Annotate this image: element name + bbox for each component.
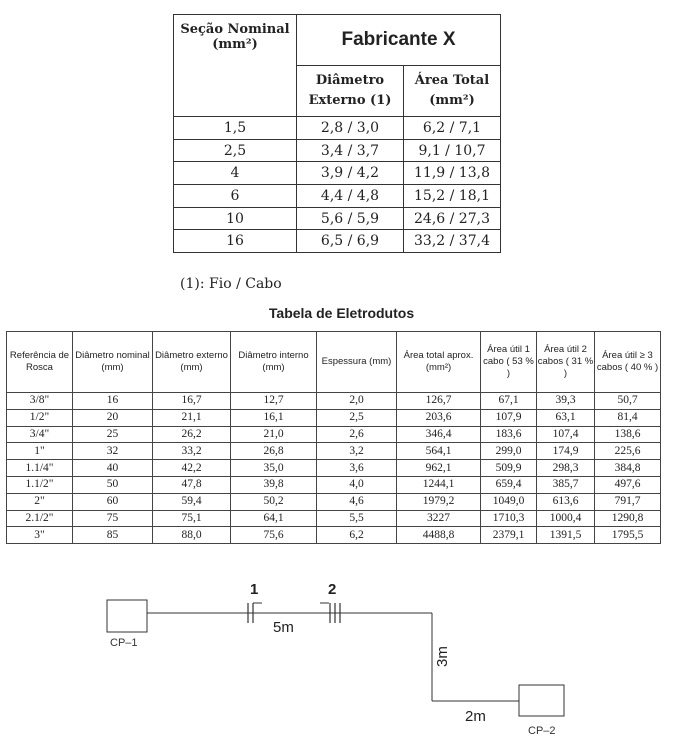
table-cell: 16 [73,393,153,410]
table-cell: 126,7 [397,393,481,410]
table-row [7,426,661,443]
table-cell: 174,9 [537,443,595,460]
table-cell: 4,0 [317,476,397,493]
table-cell: 85 [73,527,153,544]
table-cell: 33,2 [153,443,231,460]
column-header: Área útil 1 cabo ( 53 % ) [481,332,537,393]
table-cell: 50 [73,476,153,493]
header-area: Área Total (mm²) [404,66,501,117]
table-row [7,476,661,493]
cell-diameter: 5,6 / 5,9 [297,207,404,230]
marker2-label: 2 [328,581,337,598]
table-row [174,207,501,230]
table-cell: 32 [73,443,153,460]
conduit-table-title: Tabela de Eletrodutos [268,305,415,321]
header-section: Seção Nominal (mm²) [174,15,297,117]
table-cell: 1244,1 [397,476,481,493]
table-cell: 385,7 [537,476,595,493]
table-cell: 1.1/4" [7,460,73,477]
cell-section: 10 [174,207,297,230]
marker1-label: 1 [250,581,259,598]
column-header: Diâmetro interno (mm) [231,332,317,393]
table-cell: 1290,8 [595,510,661,527]
cell-section: 6 [174,185,297,208]
cell-area: 9,1 / 10,7 [404,139,501,162]
table-cell: 1710,3 [481,510,537,527]
cell-diameter: 2,8 / 3,0 [297,117,404,140]
table-cell: 50,7 [595,393,661,410]
table-cell: 613,6 [537,493,595,510]
table-cell: 1391,5 [537,527,595,544]
table-cell: 497,6 [595,476,661,493]
table-cell: 791,7 [595,493,661,510]
table-cell: 1049,0 [481,493,537,510]
table-cell: 3/8" [7,393,73,410]
segment1-length: 5m [273,619,294,636]
cell-section: 1,5 [174,117,297,140]
cp2-box [519,685,564,716]
table-cell: 75,1 [153,510,231,527]
column-header: Espessura (mm) [317,332,397,393]
table-row [7,510,661,527]
conduit-table [6,331,661,544]
table-cell: 203,6 [397,409,481,426]
table-cell: 63,1 [537,409,595,426]
cp2-label: CP–2 [528,725,556,737]
cell-diameter: 6,5 / 6,9 [297,230,404,253]
table-cell: 346,4 [397,426,481,443]
table-cell: 35,0 [231,460,317,477]
table-row [7,493,661,510]
cell-diameter: 4,4 / 4,8 [297,185,404,208]
cp1-box [107,600,147,632]
table-cell: 39,8 [231,476,317,493]
column-header: Área útil 2 cabos ( 31 % ) [537,332,595,393]
table-cell: 67,1 [481,393,537,410]
table-cell: 2379,1 [481,527,537,544]
table-cell: 2,6 [317,426,397,443]
table-row [7,443,661,460]
table-row [7,393,661,410]
table-row [174,117,501,140]
table-cell: 26,8 [231,443,317,460]
table-cell: 60 [73,493,153,510]
column-header: Diâmetro externo (mm) [153,332,231,393]
cell-area: 33,2 / 37,4 [404,230,501,253]
segment3-length: 2m [465,708,486,725]
table-cell: 12,7 [231,393,317,410]
table-cell: 26,2 [153,426,231,443]
table-cell: 3,6 [317,460,397,477]
table-cell: 2,0 [317,393,397,410]
circuit-diagram [0,570,683,742]
table-cell: 4,6 [317,493,397,510]
table-cell: 20 [73,409,153,426]
table-cell: 299,0 [481,443,537,460]
table-cell: 59,4 [153,493,231,510]
table-cell: 1979,2 [397,493,481,510]
table-cell: 107,9 [481,409,537,426]
table-cell: 1795,5 [595,527,661,544]
table-cell: 509,9 [481,460,537,477]
table-row [174,185,501,208]
table-cell: 2" [7,493,73,510]
table-cell: 384,8 [595,460,661,477]
cell-diameter: 3,9 / 4,2 [297,162,404,185]
cell-area: 11,9 / 13,8 [404,162,501,185]
table-cell: 3" [7,527,73,544]
table-row [7,527,661,544]
table-cell: 25 [73,426,153,443]
table-cell: 4488,8 [397,527,481,544]
table-row [174,162,501,185]
cell-section: 16 [174,230,297,253]
table-cell: 962,1 [397,460,481,477]
cell-diameter: 3,4 / 3,7 [297,139,404,162]
table-cell: 3/4" [7,426,73,443]
table-cell: 1" [7,443,73,460]
cell-area: 15,2 / 18,1 [404,185,501,208]
table-cell: 21,1 [153,409,231,426]
table-row [174,139,501,162]
table-cell: 5,5 [317,510,397,527]
table-cell: 2,5 [317,409,397,426]
header-manufacturer: Fabricante X [297,15,501,66]
table-cell: 107,4 [537,426,595,443]
column-header: Área útil ≥ 3 cabos ( 40 % ) [595,332,661,393]
column-header: Referência de Rosca [7,332,73,393]
table-cell: 1.1/2" [7,476,73,493]
table-cell: 2.1/2" [7,510,73,527]
table-cell: 298,3 [537,460,595,477]
table-cell: 42,2 [153,460,231,477]
cp1-label: CP–1 [110,637,138,649]
table-row [174,230,501,253]
table-cell: 564,1 [397,443,481,460]
table-cell: 1/2" [7,409,73,426]
table-cell: 75 [73,510,153,527]
table-note: (1): Fio / Cabo [180,276,282,292]
table-cell: 75,6 [231,527,317,544]
table-row [7,409,661,426]
table-cell: 81,4 [595,409,661,426]
table-cell: 3227 [397,510,481,527]
table-cell: 64,1 [231,510,317,527]
table-cell: 21,0 [231,426,317,443]
cell-section: 4 [174,162,297,185]
table-cell: 47,8 [153,476,231,493]
cell-area: 6,2 / 7,1 [404,117,501,140]
conductor-table [173,14,501,253]
table-row [7,460,661,477]
column-header: Diâmetro nominal (mm) [73,332,153,393]
table-cell: 88,0 [153,527,231,544]
table-cell: 16,7 [153,393,231,410]
table-cell: 183,6 [481,426,537,443]
table-cell: 6,2 [317,527,397,544]
table-cell: 40 [73,460,153,477]
table-cell: 3,2 [317,443,397,460]
column-header: Área total aprox. (mm²) [397,332,481,393]
header-diameter: Diâmetro Externo (1) [297,66,404,117]
table-cell: 659,4 [481,476,537,493]
table-cell: 138,6 [595,426,661,443]
table-header-row [7,332,661,393]
cell-section: 2,5 [174,139,297,162]
table-cell: 1000,4 [537,510,595,527]
table-cell: 225,6 [595,443,661,460]
table-cell: 16,1 [231,409,317,426]
segment2-length: 3m [434,646,451,667]
table-cell: 39,3 [537,393,595,410]
cell-area: 24,6 / 27,3 [404,207,501,230]
table-cell: 50,2 [231,493,317,510]
